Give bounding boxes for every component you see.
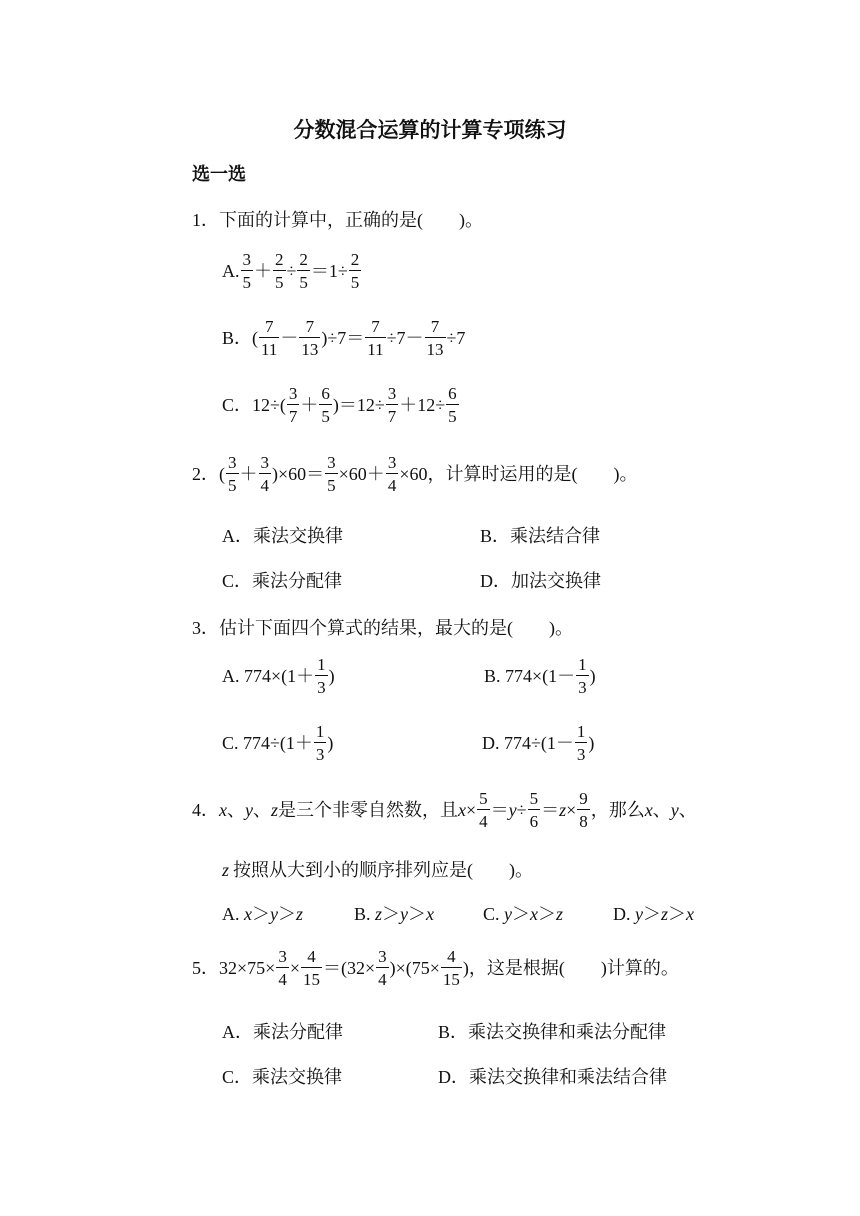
question-5-stem: 5．32×75× $\frac{3}{4}$ × $\frac{4}{15}$ ＝(32× $\frac{3}{4}$ )×(75× $\frac{4}{15}$ )，这是根据( )计算的。: [192, 947, 679, 989]
fraction: $\frac{1}{3}$: [578, 655, 587, 697]
fraction: $\frac{3}{7}$: [387, 384, 397, 426]
fraction: $\frac{7}{13}$: [301, 317, 319, 359]
question-3-stem: 3．估计下面四个算式的结果，最大的是( )。: [192, 618, 573, 638]
fraction: $\frac{3}{7}$: [288, 384, 298, 426]
fraction: $\frac{7}{11}$: [367, 317, 384, 359]
fraction: $\frac{1}{3}$: [317, 655, 326, 697]
q4-option-a: A. x ＞ y ＞ z: [222, 904, 304, 924]
question-2-stem: 2．( $\frac{3}{5}$ ＋ $\frac{3}{4}$ )×60＝ $\frac{3}{5}$ ×60＋ $\frac{3}{4}$ ×60，计算时运用的是( )。: [192, 453, 638, 495]
fraction: $\frac{6}{5}$: [448, 384, 457, 426]
question-4-stem-line2: z 按照从大到小的顺序排列应是( )。: [222, 860, 534, 880]
fraction: $\frac{3}{4}$: [260, 453, 269, 495]
fraction: $\frac{3}{4}$: [278, 947, 287, 989]
q3-option-c: C. 774÷(1＋ $\frac{1}{3}$ ): [222, 722, 334, 764]
question-4-stem: 4． x 、 y 、 z 是三个非零自然数，且 x × $\frac{5}{4}$ ＝ y ÷ $\frac{5}{6}$ ＝ z × $\frac{9}{8}$ ，那么 x 、 y 、: [192, 789, 697, 831]
q5-option-c: C．乘法交换律: [222, 1067, 343, 1087]
q1-option-c: C．12÷( $\frac{3}{7}$ ＋ $\frac{6}{5}$ )＝12÷ $\frac{3}{7}$ ＋12÷ $\frac{6}{5}$: [222, 384, 457, 426]
fraction: $\frac{1}{3}$: [576, 722, 586, 764]
fraction: $\frac{3}{4}$: [387, 453, 397, 495]
fraction: $\frac{2}{5}$: [350, 250, 360, 292]
fraction: $\frac{2}{5}$: [299, 250, 308, 292]
q5-option-b: B．乘法交换律和乘法分配律: [438, 1022, 667, 1042]
q3-option-a: A. 774×(1＋ $\frac{1}{3}$ ): [222, 655, 335, 697]
fraction: $\frac{3}{5}$: [327, 453, 336, 495]
q2-option-d: D．加法交换律: [480, 571, 601, 591]
fraction: $\frac{2}{5}$: [275, 250, 284, 292]
q5-option-d: D．乘法交换律和乘法结合律: [438, 1067, 667, 1087]
fraction: $\frac{1}{3}$: [315, 722, 325, 764]
fraction: $\frac{5}{6}$: [529, 789, 539, 831]
q1-option-b: B．( $\frac{7}{11}$ － $\frac{7}{13}$ )÷7＝ $\frac{7}{11}$ ÷7－ $\frac{7}{13}$ ÷7: [222, 317, 466, 359]
q3-option-d: D. 774÷(1－ $\frac{1}{3}$ ): [482, 722, 595, 764]
section-heading: 选一选: [192, 164, 246, 185]
fraction: $\frac{3}{4}$: [378, 947, 387, 989]
fraction: $\frac{7}{11}$: [261, 317, 278, 359]
fraction: $\frac{3}{5}$: [242, 250, 251, 292]
fraction: $\frac{7}{13}$: [426, 317, 444, 359]
fraction: $\frac{9}{8}$: [579, 789, 588, 831]
q2-option-a: A．乘法交换律: [222, 526, 343, 546]
fraction: $\frac{6}{5}$: [321, 384, 330, 426]
fraction: $\frac{5}{4}$: [479, 789, 488, 831]
question-1-stem: 1．下面的计算中，正确的是( )。: [192, 210, 483, 230]
q2-option-c: C．乘法分配律: [222, 571, 343, 591]
q5-option-a: A．乘法分配律: [222, 1022, 343, 1042]
fraction: $\frac{3}{5}$: [228, 453, 237, 495]
q4-option-b: B. z ＞ y ＞ x: [354, 904, 435, 924]
q4-option-d: D. y ＞ z ＞ x: [613, 904, 695, 924]
q2-option-b: B．乘法结合律: [480, 526, 601, 546]
page-title: 分数混合运算的计算专项练习: [293, 118, 567, 142]
fraction: $\frac{4}{15}$: [442, 947, 460, 989]
q4-option-c: C. y ＞ x ＞ z: [483, 904, 564, 924]
q1-option-a: A. $\frac{3}{5}$ ＋ $\frac{2}{5}$ ÷ $\frac{2}{5}$ ＝1÷ $\frac{2}{5}$: [222, 250, 360, 292]
fraction: $\frac{4}{15}$: [302, 947, 320, 989]
q3-option-b: B. 774×(1－ $\frac{1}{3}$ ): [484, 655, 596, 697]
